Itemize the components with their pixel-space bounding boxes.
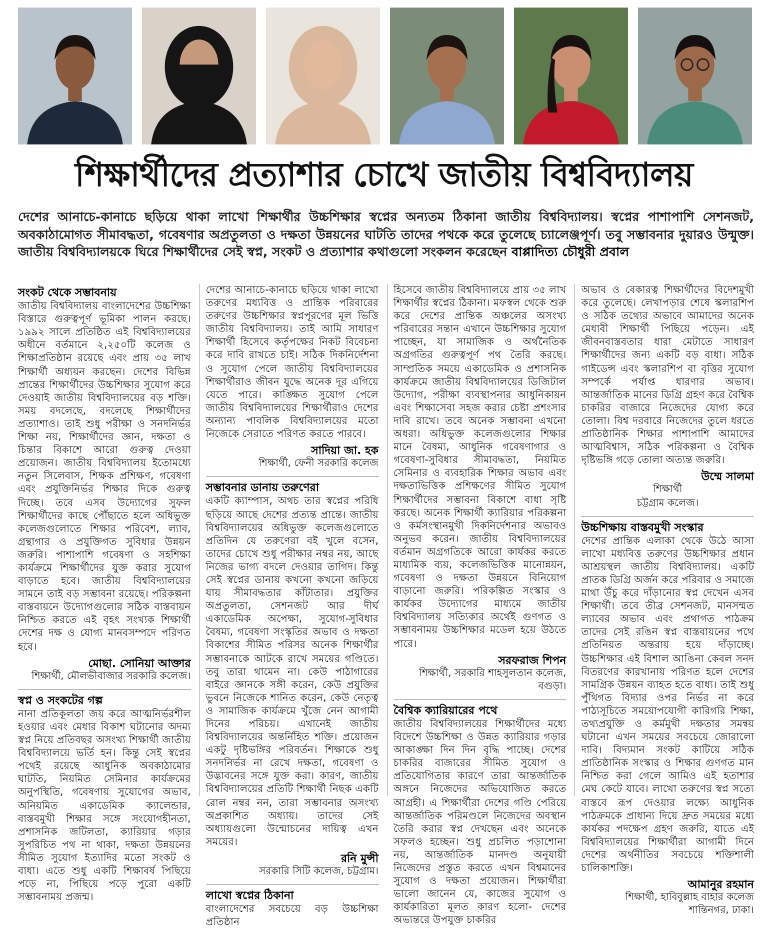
author-name: উম্মে সালমা — [701, 470, 754, 484]
author-affiliation — [581, 483, 754, 509]
intro-text: দেশের আনাচে-কানাচে ছড়িয়ে থাকা লাখো শিক্ষার্থীর উচ্চশিক্ষার স্বপ্নের অন্যতম ঠিকানা জাতীয় বিশ্ববিদ্যালয়। স্বপ্নের পাশাপাশি সেশনজট, অবকাঠামোগত সীমাবদ্ধতা, গবেষণার অপ্রতুলতা ও দক্ষতা উন্নয়নের ঘাটতি তাদের পথকে করে তুলেছে চ্যালেঞ্জপূর্ণ। তবু সম্ভাবনার দুয়ারও উন্মুক্ত। জাতীয় বিশ্ববিদ্যালয়কে ঘিরে শিক্ষার্থীদের সেই স্বপ্ন, সংকট ও প্রত্যাশার কথাগুলো সংকলন করেছেন — [18, 209, 754, 259]
section-body: জাতীয় বিশ্ববিদ্যালয়ের শিক্ষার্থীদের মধ্যে বিদেশে উচ্চশিক্ষা ও উন্নত ক্যারিয়ার গড়ার আকাঙ্ক্ষা দিন দিন বৃদ্ধি পাচ্ছে। দেশের চাকরির বাজারের সীমিত সুযোগ ও প্রতিযোগিতার কারণে তারা আন্তর্জাতিক অঙ্গনে নিজেদের অভিযোজিত করতে আগ্রহী। এ শিক্ষার্থীরা দেশের গণ্ডি পেরিয়ে আন্তর্জাতিক পরিমণ্ডলে নিজেদের অবস্থান তৈরি করার স্বপ্ন দেখছেন এবং অনেকে সফলও হচ্ছেন। শুধু প্রচলিত পড়াশোনা নয়, আন্তর্জাতিক মানদণ্ড অনুযায়ী নিজেদের প্রস্তুত করতে এখন বিশ্বমানের সুযোগ ও দক্ষতা প্রয়োজন। শিক্ষার্থীরা ভালো জানেন যে, কাজের সুযোগ ও কার্যকারিতা মূলত কারণ হলো- দেশের অভ্যন্তরে উপযুক্ত চাকরির — [393, 719, 567, 927]
section-body: একটি ক্যাম্পাস, অথচ তার স্বপ্নের পরিধি ছড়িয়ে আছে দেশের প্রত্যন্ত প্রান্তে। জাতীয় বিশ্ববিদ্যালয়ের অধিভুক্ত কলেজগুলোতে প্রতিদিন যে তরুণেরা বই খুলে বসেন, তাদের চোখে শুধু পরীক্ষার নম্বর নয়, আছে নিজের ভাগ্য বদলে দেওয়ার তাগিদ। কিন্তু সেই স্বপ্নের ডানায় কখনো কখনো জড়িয়ে যায় সীমাবদ্ধতার কাঁটাতার। প্রযুক্তির অপ্রতুলতা, সেশনজট আর দীর্ঘ একাডেমিক অপেক্ষা, সুযোগ-সুবিধার বৈষম্য, গবেষণা সংস্কৃতির অভাব ও দক্ষতা বিকাশের সীমিত পরিসর অনেক শিক্ষার্থীর সম্ভাবনাকে আটকে রাখে সময়ের গণ্ডিতে। তবু তারা থামেন না। কেউ পাঠাগারের বাইরে জ্ঞানকে সঙ্গী করেন, কেউ প্রযুক্তির ভুবনে নিজেকে শানিত করেন, কেউ নেতৃত্ব ও সামাজিক কার্যক্রমে খুঁজে নেন আগামী দিনের পরিচয়। এখানেই জাতীয় বিশ্ববিদ্যালয়ের অন্তর্নিহিত শক্তি। প্রয়োজন একটু দৃষ্টিভঙ্গির পরিবর্তন। শিক্ষাকে শুধু সনদনির্ভর না রেখে দক্ষতা, গবেষণা ও উদ্ভাবনের সঙ্গে যুক্ত করা। কারণ, জাতীয় বিশ্ববিদ্যালয়ের প্রতিটি শিক্ষার্থী নিছক একটি রোল নম্বর নন, তারা সম্ভাবনার অসংখ্য অপ্রকাশিত অধ্যায়। তাদের সেই অধ্যায়গুলো উন্মোচনের দায়িত্ব এখন সময়ের। — [205, 496, 379, 848]
photo-man-2 — [390, 8, 504, 144]
photo-niqab-woman — [142, 8, 256, 144]
column-3 — [387, 284, 567, 927]
article-columns — [18, 284, 754, 929]
affiliation-line: চট্টগ্রাম কলেজ। — [636, 497, 699, 509]
section-body: দেশের প্রান্তিক এলাকা থেকে উঠে আসা লাখো মধ্যবিত্ত তরুণের উচ্চশিক্ষার প্রধান আশ্রয়স্থল জাতীয় বিশ্ববিদ্যালয়। একটি প্রাতক ডিগ্রি অর্জন করে পরিবার ও সমাজে মাথা উঁচু করে দাঁড়ানোর স্বপ্ন দেখেন এসব শিক্ষার্থী। তবে তীব্র সেশনজট, মানসম্মত ল্যাবের অভাব এবং প্রথাগত পাঠক্রম তাদের সেই রঙিন স্বপ্ন বাস্তবায়নের পথে প্রতিনিয়ত অন্তরায় হয়ে দাঁড়াচ্ছে। উচ্চশিক্ষার এই বিশাল আঙিনা কেবল সনদ বিতরণের কারখানায় পরিণত হলে দেশের সামগ্রিক উন্নয়ন ব্যাহত হতে বাধ্য। তাই শুধু পুঁথিগত বিদ্যার ওপর নির্ভর না করে পাঠ্যসূচিতে সময়োপযোগী কারিগরি শিক্ষা, তথ্যপ্রযুক্তি ও কর্মমুখী দক্ষতার সমন্বয় ঘটানো এখন সময়ের সবচেয়ে জোরালো দাবি। বিদ্যমান সংকট কাটিয়ে সঠিক প্রাতিষ্ঠানিক সংস্কার ও শিক্ষার গুণগত মান নিশ্চিত করা গেলে আমিও এই হতাশার মেঘ কেটে যাবে। লাখো তরুণের স্বপ্ন সত্যে বাস্তবে রূপ দেওয়ার লক্ষ্যে আধুনিক পাঠক্রমকে প্রাধান্য দিয়ে দ্রুত সময়ের মধ্যে কার্যকর পদক্ষেপ গ্রহণ জরুরি, যাতে এই বিশ্ববিদ্যালয়ের শিক্ষার্থীরা আগামী দিনে দেশের অর্থনীতির সবচেয়ে শক্তিশালী চালিকাশক্তি। — [581, 535, 754, 875]
section-title: সম্ভাবনার ডানায় তরুণেরা — [205, 481, 320, 495]
divider — [581, 516, 754, 517]
photo-man-glasses — [638, 8, 752, 144]
section-title: স্বপ্ন ও সংকটের গল্প — [18, 693, 103, 707]
section-body: দেশের আনাচে-কানাচে ছড়িয়ে থাকা লাখো তরুণের মধ্যবিত্ত ও প্রান্তিক পরিবারের তরুণের উচ্চশিক্ষার স্বপ্নপূরণের মূল ভিত্তি জাতীয় বিশ্ববিদ্যালয়। তাই আমি সাধারণ শিক্ষার্থী হিসেবে কর্তৃপক্ষের নিকট বিবেচনা করে দাবি রাখতে চাই। সঠিক দিকনির্দেশনা ও সুযোগ পেলে জাতীয় বিশ্ববিদ্যালয়ের শিক্ষার্থীরাও জীবন যুদ্ধে অনেক দূর এগিয়ে যেতে পারে। কাঙ্ক্ষিত সুযোগ পেলে জাতীয় বিশ্ববিদ্যালয়ের শিক্ষার্থীরাও দেশের অন্যান্য পাবলিক বিশ্ববিদ্যালয়ের মতো নিজেকে সেরাতে পরিণত করতে পারবে। — [205, 285, 379, 441]
column-2 — [199, 284, 379, 929]
section-body: হিসেবে জাতীয় বিশ্ববিদ্যালয়ে প্রায় ৩৫ লাখ শিক্ষার্থীর স্বপ্নের ঠিকানা। মফস্বল থেকে শুরু করে দেশের প্রান্তিক অঞ্চলের অসংখ্য পরিবারের সন্তান এখানে উচ্চশিক্ষার সুযোগ পাচ্ছেন, যা সামাজিক ও অর্থনৈতিক অগ্রগতির গুরুত্বপূর্ণ পথ তৈরি করছে। সাম্প্রতিক সময়ে একাডেমিক ও প্রশাসনিক কার্যক্রমে জাতীয় বিশ্ববিদ্যালয়ের ডিজিটাল উদ্যোগ, পরীক্ষা ব্যবস্থাপনার আধুনিকায়ন এবং শিক্ষাসেবা সহজ করার চেষ্টা প্রশংসার দাবি রাখে। তবে অনেক সম্ভাবনা এখনো অধরা। অধিভুক্ত কলেজগুলোর শিক্ষার মানে বৈষম্য, আধুনিক গবেষণাগার ও গবেষণা-সুবিধার সীমাবদ্ধতা, নিয়মিত সেমিনার ও ব্যবহারিক শিক্ষার অভাব এবং দক্ষতাভিত্তিক প্রশিক্ষণের সীমিত সুযোগ শিক্ষার্থীদের সম্ভাবনা বিকাশে বাধা সৃষ্টি করছে। অনেক শিক্ষার্থী ক্যারিয়ার পরিকল্পনা ও কর্মসংস্থানমুখী দিকনির্দেশনার অভাবও অনুভব করেন। জাতীয় বিশ্ববিদ্যালয়ের বর্তমান অগ্রগতিকে আরো কার্যকর করতে মাধ্যমিক ব্যয়, কলেজভিত্তিক মানোন্নয়ন, গবেষণা ও দক্ষতা উন্নয়নে বিনিয়োগ বাড়ানো জরুরি। পরিকল্পিত সংস্কার ও কার্যকর উদ্যোগের মাধ্যমে জাতীয় বিশ্ববিদ্যালয় সত্যিকার অর্থেই গুণগত ও সম্ভাবনাময় উচ্চশিক্ষার মডেল হয়ে উঠতে পারে। — [393, 285, 567, 650]
divider — [206, 476, 379, 477]
author-affiliation: সরকারি সিটি কলেজ, চট্টগ্রাম। — [259, 866, 379, 878]
affiliation-line: শিক্ষার্থী — [653, 484, 683, 496]
column-1 — [18, 284, 191, 904]
section-title: সংকট থেকে সম্ভাবনায় — [18, 286, 117, 299]
section-body: বাংলাদেশের সবচেয়ে বড় উচ্চশিক্ষা প্রতিষ্ঠান — [205, 904, 379, 929]
portrait-strip — [18, 8, 752, 144]
section-body: জাতীয় বিশ্ববিদ্যালয় বাংলাদেশের উচ্চশিক্ষা বিস্তারে গুরুত্বপূর্ণ ভূমিকা পালন করছে। ১৯৯২ সালে প্রতিষ্ঠিত এই বিশ্ববিদ্যালয়ের অধীনে বর্তমানে ২,২৫০টি কলেজ ও শিক্ষাপ্রতিষ্ঠান রয়েছে এবং প্রায় ৩৫ লাখ শিক্ষার্থী অধ্যয়ন করছেন। দেশের বিভিন্ন প্রান্তের শিক্ষার্থীদের উচ্চশিক্ষার সুযোগ করে দেওয়াই জাতীয় বিশ্ববিদ্যালয়ের বড় শক্তি। সময় বদলেছে, বদলেছে শিক্ষার্থীদের প্রত্যাশাও। তাই শুধু পরীক্ষা ও সনদনির্ভর শিক্ষা নয়, শিক্ষার্থীদের জ্ঞান, দক্ষতা ও চিন্তার বিকাশে আরো গুরুত্ব দেওয়া প্রয়োজন। জাতীয় বিশ্ববিদ্যালয় ইতোমধ্যে নতুন সিলেবাস, শিক্ষক প্রশিক্ষণ, গবেষণা এবং প্রযুক্তিনির্ভর শিক্ষার দিকে গুরুত্ব দিচ্ছে। তবে এসব উদ্যোগের সুফল শিক্ষার্থীদের কাছে পৌঁছাতে হলে অধিভুক্ত কলেজগুলোতে শিক্ষার পরিবেশ, ল্যাব, গ্রন্থাগার ও প্রযুক্তিগত সুবিধার উন্নয়ন জরুরি। পাশাপাশি গবেষণা ও সহশিক্ষা কার্যক্রমে শিক্ষার্থীদের যুক্ত করার সুযোগ বাড়াতে হবে। জাতীয় বিশ্ববিদ্যালয়ের সামনে তাই বড় সম্ভাবনা রয়েছে। পরিকল্পনা বাস্তবায়নে উদ্যোগগুলোর সঠিক বাস্তবায়ন নিশ্চিত করতে এই বৃহৎ সংখ্যক শিক্ষার্থী দেশের দক্ষ ও যোগ্য মানবসম্পদে পরিণত হবে। — [18, 301, 191, 653]
divider — [206, 884, 379, 885]
photo-hijab-woman — [266, 8, 380, 144]
column-4 — [574, 284, 754, 917]
author-name: রনি মুন্সী — [340, 851, 379, 865]
divider — [18, 689, 191, 690]
affiliation-line: শিক্ষার্থী, হাবিবুল্লাহ বাহার কলেজ — [625, 892, 754, 904]
author-name: মোছা. সোনিয়া আক্তার — [88, 656, 191, 670]
photo-man-1 — [18, 8, 132, 144]
intro-paragraph — [18, 208, 754, 278]
author-name: সাদিয়া জা. হক — [311, 444, 379, 458]
section-title: উচ্চশিক্ষায় বাস্তবমুখী সংস্কার — [581, 520, 704, 534]
divider — [394, 699, 567, 700]
author-affiliation: শিক্ষার্থী, মৌলভীবাজার সরকারি কলেজ। — [31, 670, 191, 682]
author-name: সরফরাজ শিপন — [498, 653, 567, 667]
page-title: শিক্ষার্থীদের প্রত্যাশার চোখে জাতীয় বিশ্ববিদ্যালয় — [75, 155, 693, 194]
section-body: অভাব ও বেকারত্ব শিক্ষার্থীদের বিদেশমুখী করে তুলেছে। লেখাপড়ার শেষে স্কলারশিপ ও সঠিক তথ্যের অভাবে আমাদের অনেক মেধাবী শিক্ষার্থী পিছিয়ে পড়েন। এই জীবনবাস্তবতার ধারা মেটাতে সাধারণ শিক্ষার্থীদের জন্য একটি বড় বাধা। সঠিক গাইডেন্স এবং স্কলারশিপ বা বৃত্তির সুযোগ সম্পর্কে পর্যাপ্ত ধারণার অভাব। আন্তর্জাতিক মানের ডিগ্রি গ্রহণ করে বৈশ্বিক চাকরির বাজারে নিজেদের যোগ্য করে তোলা। বিশ্ব দরবারে নিজেদের তুলে ধরতে প্রাতিষ্ঠানিক শিক্ষার পাশাপাশি আমাদের আত্মবিশ্বাস, সঠিক পরিকল্পনা ও বৈশ্বিক দৃষ্টিভঙ্গি গড়ে তোলা অত্যন্ত জরুরি। — [581, 285, 754, 467]
section-title: বৈশ্বিক ক্যারিয়ারের পথে — [393, 703, 498, 717]
author-affiliation: শিক্ষার্থী, ফেনী সরকারি কলেজ — [258, 458, 379, 470]
photo-woman-red-saree — [514, 8, 628, 144]
byline: বাপ্পাদিত্য চৌধুরী প্রবাল — [511, 244, 630, 259]
author-affiliation: শিক্ষার্থী, সরকারি শাহসুলতান কলেজ, বগুড়া। — [418, 667, 567, 692]
section-title: লাখো স্বপ্নের ঠিকানা — [205, 889, 294, 903]
affiliation-line: শান্তিনগর, ঢাকা। — [689, 905, 754, 917]
section-body: নানা প্রতিকূলতা জয় করে আত্মনির্ভরশীল হওয়ার এবং মেধার বিকাশ ঘটানোর অদম্য স্বপ্ন নিয়ে প্রতিবছর অসংখ্য শিক্ষার্থী জাতীয় বিশ্ববিদ্যালয়ে ভর্তি হন। কিন্তু সেই স্বপ্নের পথেই রয়েছে আধুনিক অবকাঠামোর ঘাটতি, নিয়মিত সেমিনার কার্যক্রমের অনুপস্থিতি, গবেষণায় সুযোগের অভাব, অনিয়মিত একাডেমিক ক্যালেন্ডার, বাস্তবমুখী শিক্ষার সঙ্গে সংযোগহীনতা, প্রশাসনিক জটিলতা, ক্যারিয়ার গড়ার সুপরিচিত পথ না থাকা, দক্ষতা উন্নয়নের সীমিত সুযোগ ইত্যাদির মতো সংকট ও বাধা। এতে শুধু একটি শিক্ষাবর্ষ পিছিয়ে পড়ে না, পিছিয়ে পড়ে পুরো একটি সম্ভাবনাময় প্রজন্ম। — [18, 708, 191, 904]
author-affiliation — [581, 891, 754, 917]
author-name: আমানুর রহমান — [687, 878, 754, 892]
